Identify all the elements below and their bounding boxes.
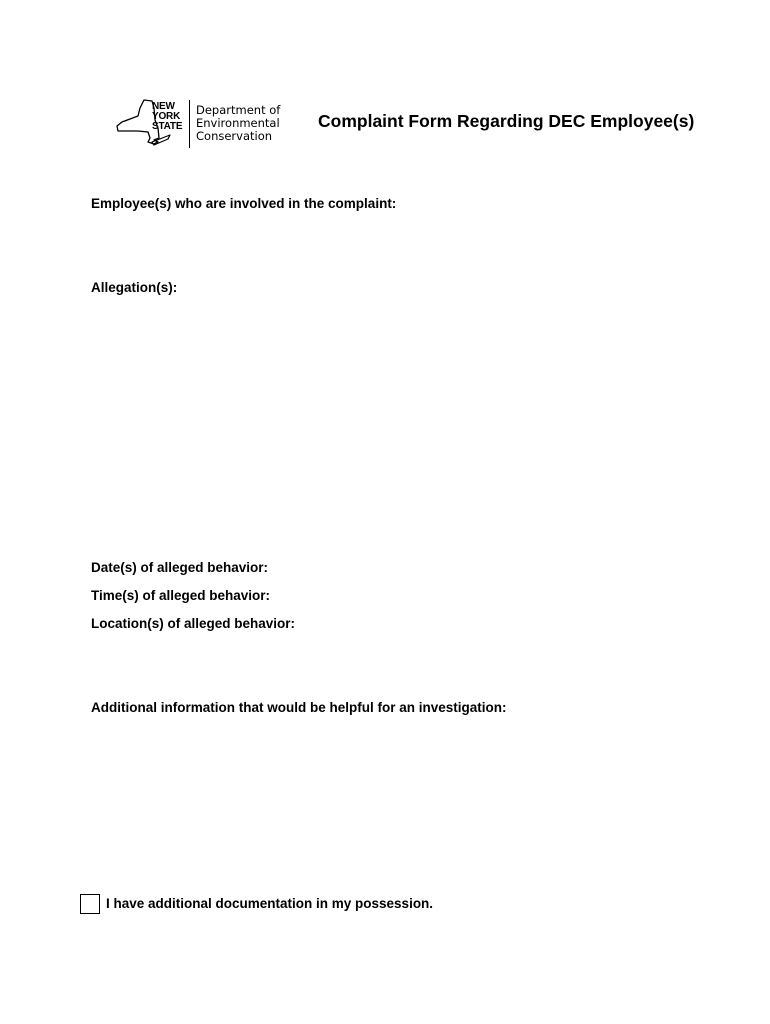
- logo-agency-line: Environmental: [196, 116, 280, 130]
- logo-agency-text: [196, 104, 280, 143]
- logo-state-line: STATE: [152, 121, 183, 132]
- logo-agency-line: Conservation: [196, 129, 273, 143]
- logo-divider: [189, 100, 190, 148]
- additional-documentation-checkbox[interactable]: [80, 894, 100, 914]
- dates-field-label: Date(s) of alleged behavior:: [91, 560, 269, 575]
- times-field-label: Time(s) of alleged behavior:: [91, 588, 271, 603]
- nys-dec-logo: [114, 98, 284, 150]
- employees-field-label: Employee(s) who are involved in the complaint:: [91, 196, 397, 211]
- logo-state-line: YORK: [152, 111, 181, 122]
- form-title: Complaint Form Regarding DEC Employee(s): [318, 111, 695, 131]
- logo-agency-line: Department of: [196, 103, 281, 117]
- logo-state-line: NEW: [152, 101, 175, 112]
- logo-state-text: [152, 102, 182, 132]
- locations-field-label: Location(s) of alleged behavior:: [91, 616, 296, 631]
- allegations-field-label: Allegation(s):: [91, 280, 178, 295]
- additional-info-field-label: Additional information that would be helpful for an investigation:: [91, 700, 507, 715]
- additional-documentation-label: I have additional documentation in my possession.: [106, 896, 434, 911]
